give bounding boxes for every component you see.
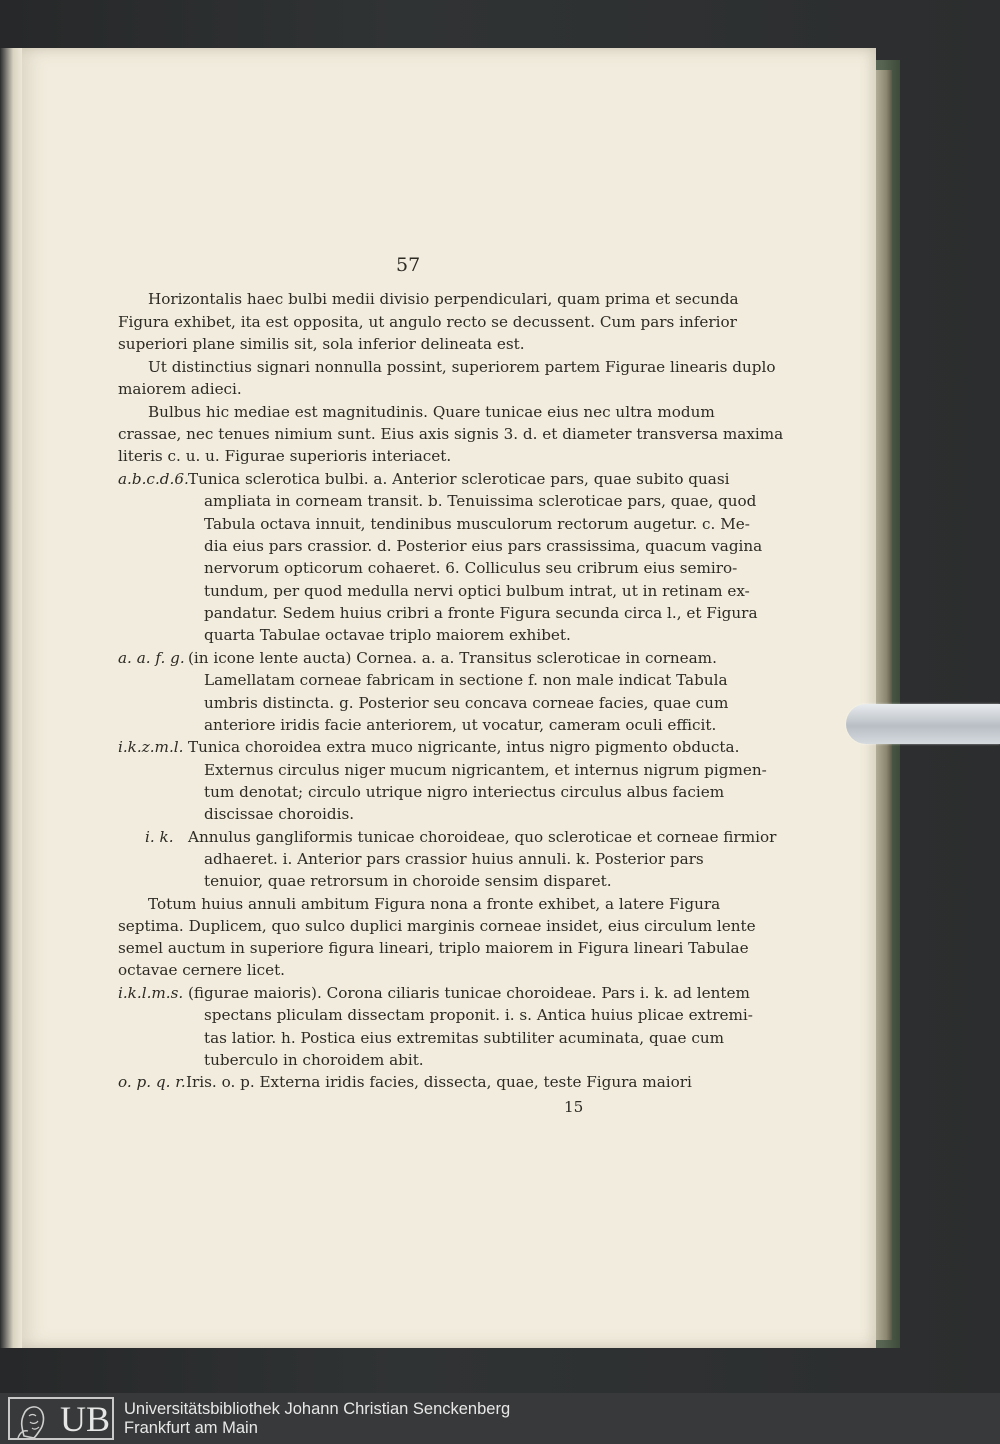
signature-mark: 15 [564,1098,584,1116]
library-location: Frankfurt am Main [124,1419,258,1437]
text-line: Lamellatam corneae fabricam in sectione f. non male indicat Tabula [204,671,728,689]
page-clip [846,704,1000,744]
page-left-edge [0,48,22,1348]
text-line: spectans pliculam dissectam proponit. i. s. Antica huius plicae extremi- [204,1006,753,1024]
text-line: semel auctum in superiore figura lineari, triplo maiorem in Figura lineari Tabulae [118,939,749,957]
text-line: Figura exhibet, ita est opposita, ut angulo recto se decussent. Cum pars inferior [118,313,737,331]
text-line: superiori plane similis sit, sola inferior delineata est. [118,335,525,353]
text-line: octavae cernere licet. [118,961,285,979]
entry-label: i. k. [145,828,174,846]
text-line: literis c. u. u. Figurae superioris interiacet. [118,447,452,465]
text-line: discissae choroidis. [204,805,355,823]
text-line: tas latior. h. Postica eius extremitas subtiliter acuminata, quae cum [204,1029,725,1047]
entry-label: i.k.l.m.s. [118,984,184,1002]
text-line: Totum huius annuli ambitum Figura nona a fronte exhibet, a latere Figura [148,895,721,913]
text-line: septima. Duplicem, quo sulco duplici marginis corneae insidet, eius circulum lente [118,917,756,935]
text-line: umbris distincta. g. Posterior seu concava corneae facies, quae cum [204,694,729,712]
entry-label: o. p. q. r. [118,1073,186,1091]
text-line: ampliata in corneam transit. b. Tenuissima scleroticae pars, quae, quod [204,492,757,510]
text-line: Iris. o. p. Externa iridis facies, dissecta, quae, teste Figura maiori [186,1073,692,1091]
text-line: Bulbus hic mediae est magnitudinis. Quare tunicae eius nec ultra modum [148,403,715,421]
text-line: (figurae maioris). Corona ciliaris tunicae choroideae. Pars i. k. ad lentem [188,984,750,1002]
text-line: anteriore iridis facie anteriorem, ut vocatur, cameram oculi efficit. [204,716,717,734]
text-line: tum denotat; circulo utrique nigro interiectus circulus albus faciem [204,783,725,801]
text-line: Tunica sclerotica bulbi. a. Anterior scleroticae pars, quae subito quasi [188,470,730,488]
text-line: tundum, per quod medulla nervi optici bulbum intrat, ut in retinam ex- [204,582,750,600]
text-line: tuberculo in choroidem abit. [204,1051,424,1069]
text-line: tenuior, quae retrorsum in choroide sensim disparet. [204,872,612,890]
entry-label: a.b.c.d.6. [118,470,189,488]
library-name: Universitätsbibliothek Johann Christian Senckenberg [124,1400,511,1418]
entry-label: i.k.z.m.l. [118,738,184,756]
entry-label: a. a. f. g. [118,649,185,667]
portrait-icon [12,1400,54,1438]
text-line: Annulus gangliformis tunicae choroideae, quo scleroticae et corneae firmior [188,828,777,846]
text-line: Externus circulus niger mucum nigricantem, et internus nigrum pigmen- [204,761,767,779]
text-line: crassae, nec tenues nimium sunt. Eius axis signis 3. d. et diameter transversa maxima [118,425,784,443]
text-line: Tunica choroidea extra muco nigricante, intus nigro pigmento obducta. [188,738,740,756]
text-line: adhaeret. i. Anterior pars crassior huius annuli. k. Posterior pars [204,850,704,868]
text-line: Ut distinctius signari nonnulla possint, superiorem partem Figurae linearis duplo [148,358,776,376]
text-line: Horizontalis haec bulbi medii divisio perpendiculari, quam prima et secunda [148,290,739,308]
text-line: (in icone lente aucta) Cornea. a. a. Transitus scleroticae in corneam. [188,649,717,667]
page-number: 57 [396,254,421,276]
library-logo-text: UB [60,1399,111,1439]
text-line: maiorem adieci. [118,380,242,398]
text-line: pandatur. Sedem huius cribri a fronte Figura secunda circa l., et Figura [204,604,758,622]
text-line: quarta Tabulae octavae triplo maiorem exhibet. [204,626,571,644]
text-line: nervorum opticorum cohaeret. 6. Colliculus seu cribrum eius semiro- [204,559,738,577]
text-line: Tabula octava innuit, tendinibus musculorum rectorum augetur. c. Me- [204,515,750,533]
text-line: dia eius pars crassior. d. Posterior eius pars crassissima, quacum vagina [204,537,763,555]
